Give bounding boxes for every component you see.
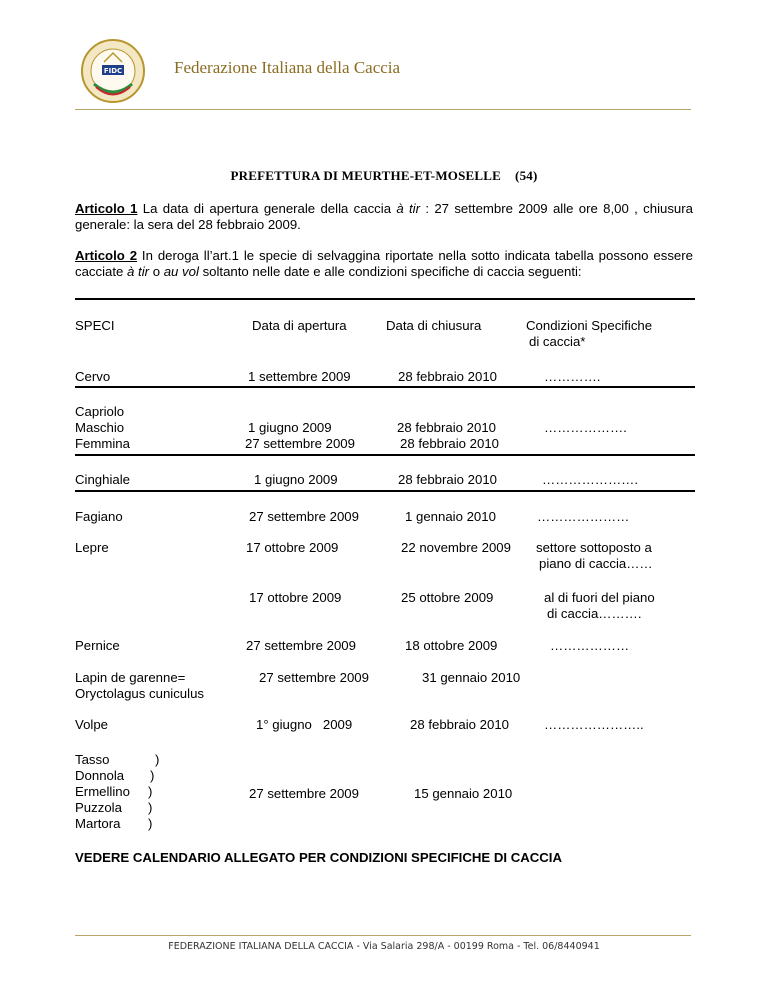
row-ermellino-species: Ermellino	[75, 784, 130, 799]
bracket: )	[148, 784, 153, 799]
article-2-em-1: à tir	[127, 264, 150, 279]
row-capriolo-open-female: 27 settembre 2009	[245, 436, 355, 451]
article-2	[75, 248, 693, 280]
row-puzzola-species: Puzzola	[75, 800, 122, 815]
row-cinghiale-cond: ………………….	[542, 472, 638, 487]
row-fagiano-species: Fagiano	[75, 509, 123, 524]
row-capriolo-cond: ……………….	[544, 420, 627, 435]
row-fagiano-close: 1 gennaio 2010	[405, 509, 496, 524]
article-1-text-a: La data di apertura generale della caccia	[137, 201, 397, 216]
row-capriolo-female: Femmina	[75, 436, 130, 451]
row-capriolo-close-female: 28 febbraio 2010	[400, 436, 499, 451]
article-2-label: Articolo 2	[75, 248, 138, 263]
article-1-label: Articolo 1	[75, 201, 138, 216]
row-lepre-close-2: 25 ottobre 2009	[401, 590, 494, 605]
row-lapin-species-latin: Oryctolagus cuniculus	[75, 686, 205, 701]
article-2-text-a: In deroga ll’art.1 le specie di selvaggina riportate nella sotto indicata tabella possono essere cacciate	[75, 248, 693, 279]
row-cinghiale-open: 1 giugno 2009	[254, 472, 338, 487]
row-lepre-cond-2b: di caccia……….	[547, 606, 642, 621]
fidc-logo	[80, 38, 146, 104]
row-capriolo-open-male: 1 giugno 2009	[248, 420, 332, 435]
row-lapin-open: 27 settembre 2009	[259, 670, 369, 685]
row-lepre-cond-2: al di fuori del piano	[544, 590, 655, 605]
row-pernice-close: 18 ottobre 2009	[405, 638, 498, 653]
row-donnola-species: Donnola	[75, 768, 125, 783]
row-lapin-species: Lapin de garenne=	[75, 670, 186, 685]
row-rule	[75, 490, 695, 492]
article-2-em-2: au vol	[163, 264, 199, 279]
row-capriolo-close-male: 28 febbraio 2010	[397, 420, 496, 435]
header-conditions-2: di caccia*	[529, 334, 586, 349]
row-lepre-open-1: 17 ottobre 2009	[246, 540, 339, 555]
header-closing: Data di chiusura	[386, 318, 482, 333]
row-mustelids-open: 27 settembre 2009	[249, 786, 359, 801]
calendar-note: VEDERE CALENDARIO ALLEGATO PER CONDIZIONI SPECIFICHE DI CACCIA	[75, 850, 562, 865]
row-mustelids-close: 15 gennaio 2010	[414, 786, 513, 801]
title-text: PREFETTURA DI MEURTHE-ET-MOSELLE	[230, 168, 502, 183]
row-cinghiale-species: Cinghiale	[75, 472, 130, 487]
bracket: )	[155, 752, 160, 767]
title-code: (54)	[515, 168, 538, 183]
row-cervo-close: 28 febbraio 2010	[398, 369, 497, 384]
row-lapin-close: 31 gennaio 2010	[422, 670, 521, 685]
row-volpe-close: 28 febbraio 2010	[410, 717, 509, 732]
row-pernice-open: 27 settembre 2009	[246, 638, 356, 653]
row-volpe-species: Volpe	[75, 717, 109, 732]
table-top-rule	[75, 298, 695, 300]
svg-text:FIDC: FIDC	[103, 67, 123, 75]
row-lepre-cond-1: settore sottoposto a	[536, 540, 652, 555]
header-species: SPECI	[75, 318, 115, 333]
org-name: Federazione Italiana della Caccia	[174, 58, 401, 77]
row-rule	[75, 454, 695, 456]
row-fagiano-open: 27 settembre 2009	[249, 509, 359, 524]
footer-address: FEDERAZIONE ITALIANA DELLA CACCIA - Via Salaria 298/A - 00199 Roma - Tel. 06/8440941	[168, 941, 600, 952]
bracket: )	[148, 816, 153, 831]
header-opening: Data di apertura	[252, 318, 347, 333]
row-lepre-species: Lepre	[75, 540, 109, 555]
footer-divider	[75, 935, 691, 936]
row-capriolo-species: Capriolo	[75, 404, 125, 419]
row-volpe-cond: …………………..	[544, 717, 644, 732]
row-pernice-cond: ………………	[550, 638, 630, 653]
row-martora-species: Martora	[75, 816, 121, 831]
row-capriolo-male: Maschio	[75, 420, 125, 435]
header-divider	[75, 109, 691, 110]
article-2-text-b: o	[149, 264, 164, 279]
row-cervo-cond: ………….	[544, 369, 601, 384]
row-rule	[75, 386, 695, 388]
bracket: )	[148, 800, 153, 815]
bracket: )	[150, 768, 155, 783]
row-lepre-cond-1b: piano di caccia……	[539, 556, 653, 571]
document-title	[0, 168, 768, 184]
row-fagiano-cond: …………………	[537, 509, 630, 524]
row-pernice-species: Pernice	[75, 638, 120, 653]
article-2-text-c: soltanto nelle date e alle condizioni specifiche di caccia seguenti:	[198, 264, 582, 279]
row-tasso-species: Tasso	[75, 752, 110, 767]
article-1-em: à tir	[396, 201, 421, 216]
article-1	[75, 201, 693, 233]
row-cinghiale-close: 28 febbraio 2010	[398, 472, 497, 487]
row-lepre-close-1: 22 novembre 2009	[401, 540, 511, 555]
row-cervo-species: Cervo	[75, 369, 111, 384]
article-1-text-b: : 27 settembre 2009 alle ore 8,00 , chiusura generale: la sera del 28 febbraio 2009.	[75, 201, 693, 232]
row-cervo-open: 1 settembre 2009	[248, 369, 351, 384]
row-lepre-open-2: 17 ottobre 2009	[249, 590, 342, 605]
header-conditions: Condizioni Specifiche	[526, 318, 653, 333]
row-volpe-open: 1° giugno 2009	[256, 717, 353, 732]
